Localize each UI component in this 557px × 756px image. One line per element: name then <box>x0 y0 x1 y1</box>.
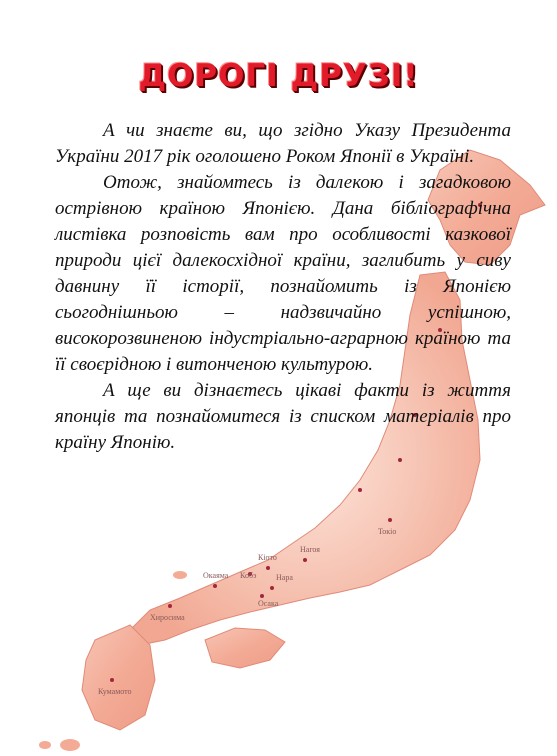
kyushu-island <box>82 625 155 730</box>
small-island <box>173 571 187 579</box>
city-dot <box>358 488 362 492</box>
page-title: ДОРОГІ ДРУЗІ! <box>138 58 419 94</box>
city-label: Окаяма <box>203 571 229 580</box>
shikoku-island <box>205 628 285 668</box>
city-dot <box>260 594 264 598</box>
paragraph: Отож, знайомтесь із далекою і загадковою острівною країною Японією. Дана бібліографічна листівка розповість вам про особливості казкової природи цієї далекосхідної країни, заглибить у сиву давнину її історії, познайомить із Японією сьогоднішньою – надзвичайно успішною, високорозвиненою індустріально-аграрною країною та її своєрідною і витонченою культурою. <box>55 172 511 375</box>
city-label: Осака <box>258 599 279 608</box>
city-label: Нара <box>276 573 293 582</box>
city-dot <box>168 604 172 608</box>
intro-text <box>55 118 511 456</box>
small-island <box>39 741 51 749</box>
city-dot <box>303 558 307 562</box>
city-dot <box>270 586 274 590</box>
city-label: Кумамото <box>98 687 132 696</box>
city-label: Нагоя <box>300 545 320 554</box>
city-label: Токіо <box>378 527 397 536</box>
city-dot <box>398 458 402 462</box>
city-dot <box>266 566 270 570</box>
small-island <box>60 739 80 751</box>
city-dot <box>213 584 217 588</box>
city-label: Кіото <box>258 553 277 562</box>
city-dot <box>388 518 392 522</box>
city-label: Хиросима <box>150 613 185 622</box>
paragraph: А ще ви дізнаєтесь цікаві факти із життя японців та познайомитеся із списком матеріалів про країну Японію. <box>55 380 511 453</box>
city-dot <box>110 678 114 682</box>
paragraph: А чи знаєте ви, що згідно Указу Президента України 2017 рік оголошено Роком Японії в Україні. <box>55 120 511 167</box>
city-label: Кобэ <box>240 571 257 580</box>
